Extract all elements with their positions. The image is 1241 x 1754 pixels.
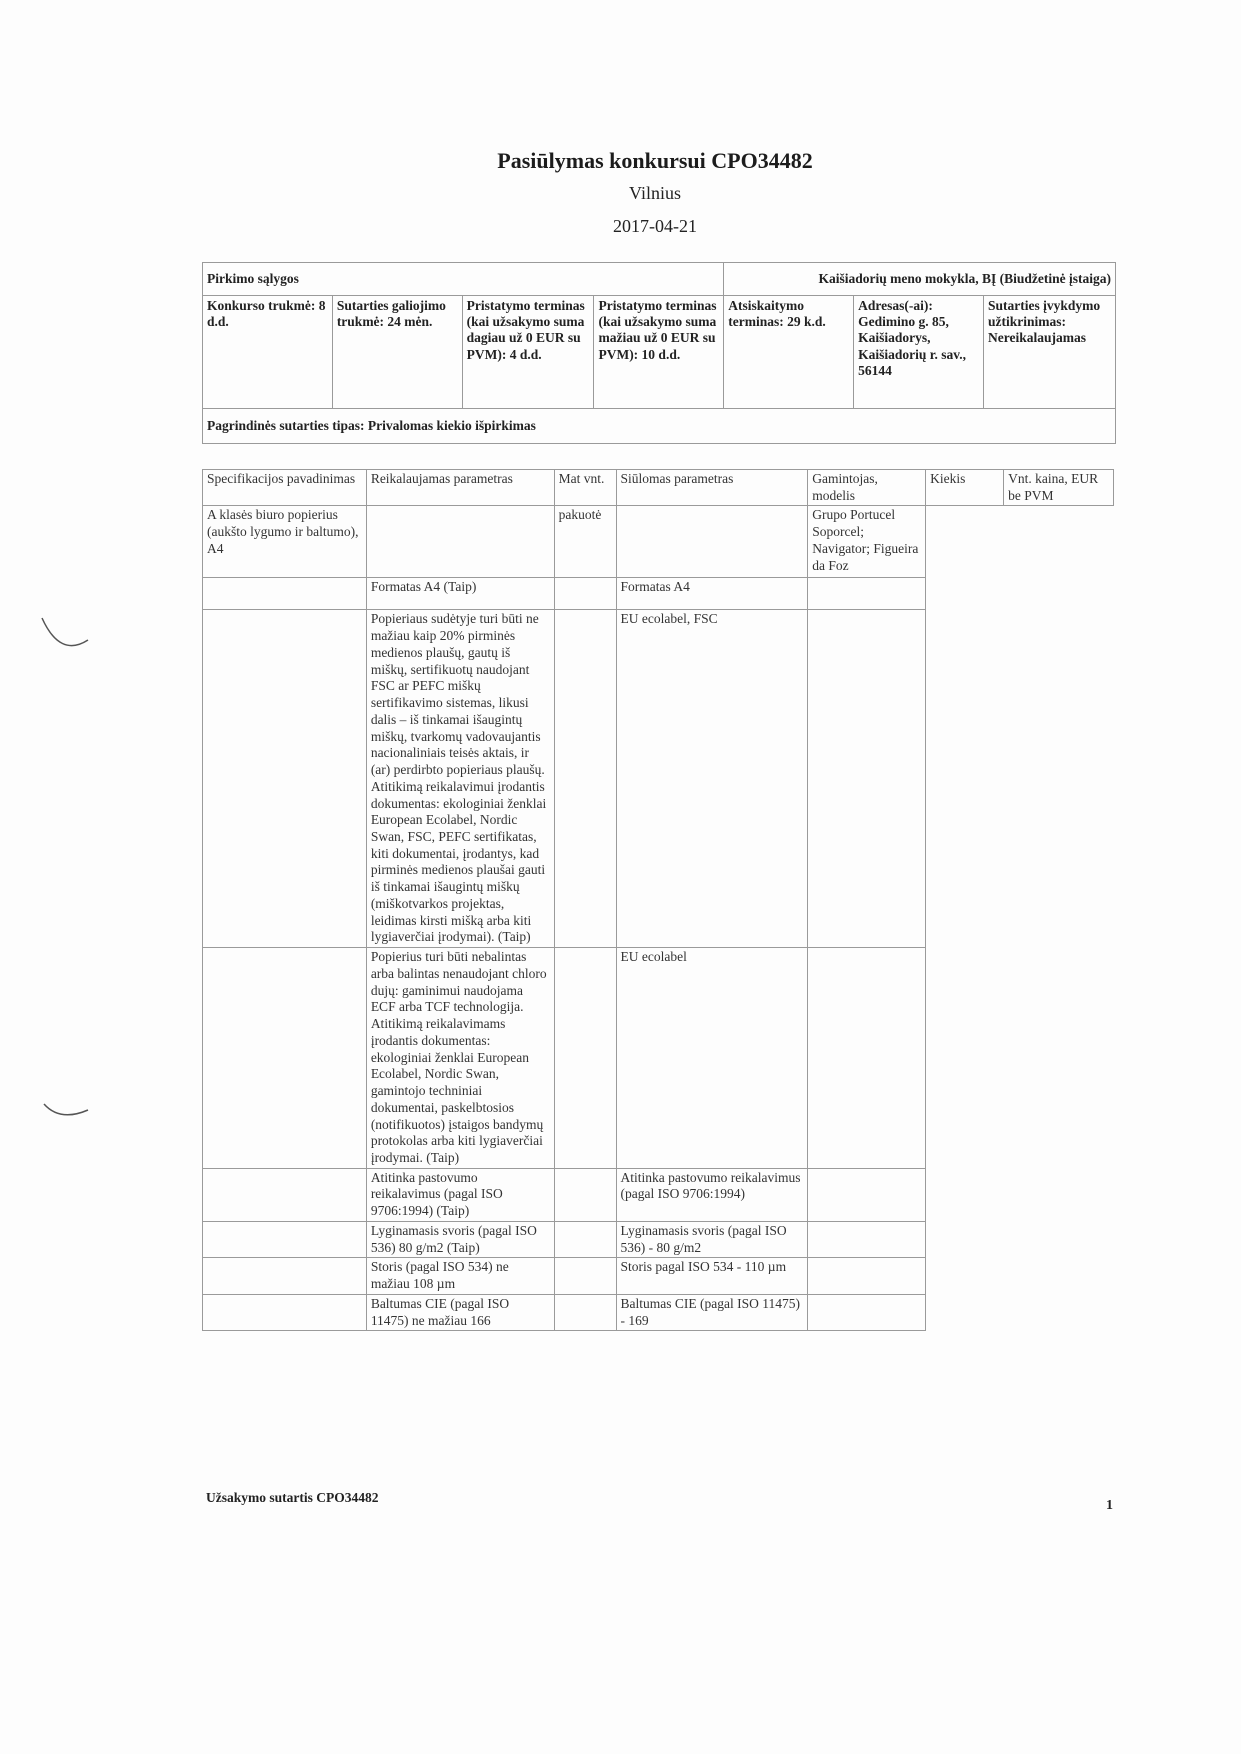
table-row (203, 578, 1114, 610)
condition-cell: Pristatymo terminas (kai užsakymo suma mažiau už 0 EUR su PVM): 10 d.d. (594, 296, 724, 409)
table-row (203, 610, 1114, 948)
purchase-conditions-table (202, 262, 1116, 444)
page-number: 1 (1106, 1498, 1113, 1513)
item-price (1004, 506, 1114, 578)
column-header: Mat vnt. (554, 470, 616, 506)
purchaser-name: Kaišiadorių meno mokykla, BĮ (Biudžetinė įstaiga) (724, 263, 1116, 296)
table-row (203, 1258, 1114, 1294)
condition-cell: Atsiskaitymo terminas: 29 k.d. (724, 296, 854, 409)
condition-cell: Sutarties įvykdymo užtikrinimas: Nereikalaujamas (984, 296, 1116, 409)
offered-parameter: Formatas A4 (616, 578, 808, 610)
required-parameter: Atitinka pastovumo reikalavimus (pagal ISO 9706:1994) (Taip) (366, 1168, 554, 1221)
offered-parameter: Baltumas CIE (pagal ISO 11475) - 169 (616, 1294, 808, 1330)
column-header: Siūlomas parametras (616, 470, 808, 506)
column-header: Vnt. kaina, EUR be PVM (1004, 470, 1114, 506)
table-row (203, 1294, 1114, 1330)
spec-item-row (203, 506, 1114, 578)
condition-cell: Konkurso trukmė: 8 d.d. (203, 296, 333, 409)
item-offered (616, 506, 808, 578)
condition-cell: Pristatymo terminas (kai užsakymo suma dagiau už 0 EUR su PVM): 4 d.d. (462, 296, 594, 409)
page-date: 2017-04-21 (613, 216, 697, 236)
required-parameter: Popierius turi būti nebalintas arba balintas nenaudojant chloro dujų: gaminimui naudojama ECF arba TCF technologija. Atitikimą reikalavimams įrodantis dokumentas: ekologiniai ženklai European Ecolabel, Nordic Swan, gamintojo techniniai dokumentai, paskelbtosios (notifikuotos) įstaigos bandymų protokolas arba kiti lygiaverčiai įrodymai. (Taip) (366, 948, 554, 1169)
conditions-values-row (203, 296, 1116, 409)
page-title: Pasiūlymas konkursui CPO34482 (497, 148, 813, 173)
contract-type: Pagrindinės sutarties tipas: Privalomas kiekio išpirkimas (203, 409, 1116, 444)
required-parameter: Formatas A4 (Taip) (366, 578, 554, 610)
required-parameter: Popieriaus sudėtyje turi būti ne mažiau kaip 20% pirminės medienos plaušų, gautų iš miškų, sertifikuotų naudojant FSC ar PEFC miškų sertifikavimo sistemas, likusi dalis – iš tinkamai išaugintų miškų, tvarkomų vadovaujantis nacionaliniais teisės aktais, ir (ar) perdirbto popieriaus plaušų. Atitikimą reikalavimui įrodantis dokumentas: ekologiniai ženklai European Ecolabel, Nordic Swan, FSC, PEFC sertifikatas, kiti dokumentai, įrodantys, kad pirminės medienos plaušai gauti iš tinkamai išaugintų miškų (miškotvarkos projektas, leidimas kirsti mišką arba kiti lygiaverčiai įrodymai). (Taip) (366, 610, 554, 948)
table-row (203, 1168, 1114, 1221)
spec-header-row (203, 470, 1114, 506)
table-row (203, 948, 1114, 1169)
offered-parameter: Storis pagal ISO 534 - 110 µm (616, 1258, 808, 1294)
required-parameter: Baltumas CIE (pagal ISO 11475) ne mažiau 166 (366, 1294, 554, 1330)
column-header: Gamintojas, modelis (808, 470, 926, 506)
offered-parameter: Atitinka pastovumo reikalavimus (pagal ISO 9706:1994) (616, 1168, 808, 1221)
condition-cell: Adresas(-ai): Gedimino g. 85, Kaišiadorys, Kaišiadorių r. sav., 56144 (854, 296, 984, 409)
punch-hole-mark (30, 610, 90, 660)
required-parameter: Lyginamasis svoris (pagal ISO 536) 80 g/m2 (Taip) (366, 1221, 554, 1257)
footer-contract: Užsakymo sutartis CPO34482 (206, 1490, 379, 1505)
column-header: Reikalaujamas parametras (366, 470, 554, 506)
item-required (366, 506, 554, 578)
item-quantity (926, 506, 1004, 578)
item-name: A klasės biuro popierius (aukšto lygumo ir baltumo), A4 (203, 506, 367, 578)
column-header: Kiekis (926, 470, 1004, 506)
offered-parameter: Lyginamasis svoris (pagal ISO 536) - 80 g/m2 (616, 1221, 808, 1257)
offered-parameter: EU ecolabel, FSC (616, 610, 808, 948)
table-row (203, 1221, 1114, 1257)
required-parameter: Storis (pagal ISO 534) ne mažiau 108 µm (366, 1258, 554, 1294)
page-city: Vilnius (629, 183, 681, 203)
item-manufacturer: Grupo Portucel Soporcel; Navigator; Figueira da Foz (808, 506, 926, 578)
conditions-label: Pirkimo sąlygos (203, 263, 724, 296)
item-unit: pakuotė (554, 506, 616, 578)
condition-cell: Sutarties galiojimo trukmė: 24 mėn. (332, 296, 462, 409)
contract-type-row (203, 409, 1116, 444)
conditions-header-row (203, 263, 1116, 296)
offered-parameter: EU ecolabel (616, 948, 808, 1169)
specification-table (202, 469, 1114, 1331)
column-header: Specifikacijos pavadinimas (203, 470, 367, 506)
punch-hole-mark (30, 1080, 90, 1130)
